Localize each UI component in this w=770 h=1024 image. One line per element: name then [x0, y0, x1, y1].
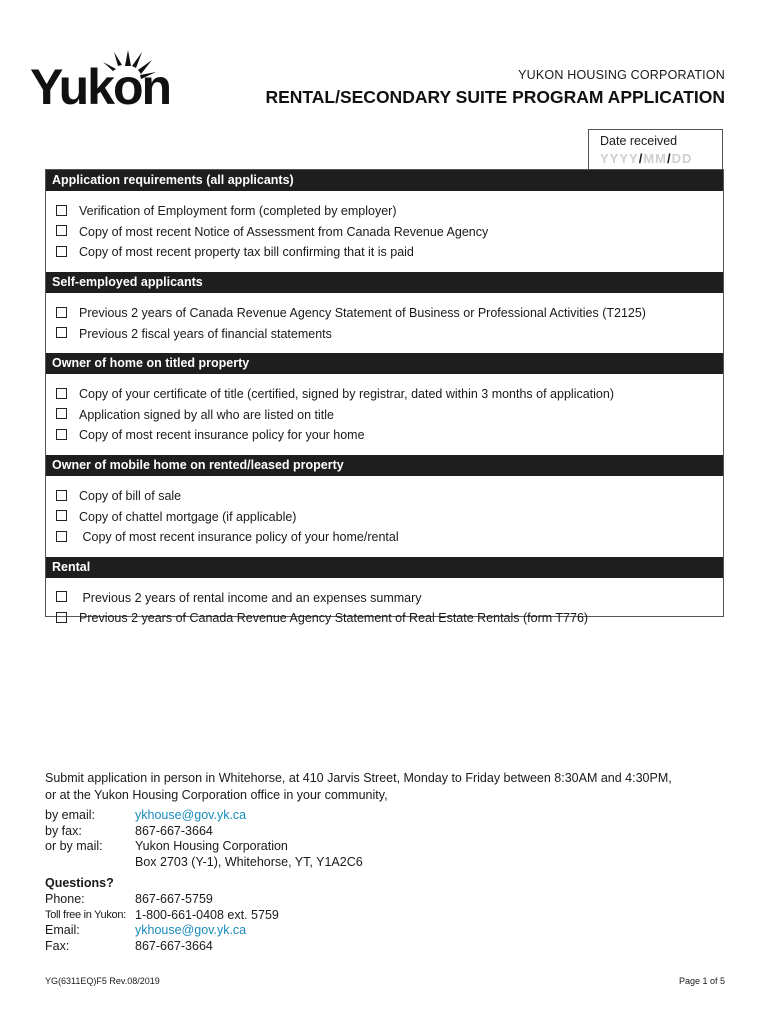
checkbox[interactable] — [56, 307, 67, 318]
checklist-item — [56, 608, 723, 629]
yukon-sun-logo-icon — [30, 44, 176, 110]
section-items-mobile-home — [46, 476, 723, 557]
submission-fax: 867-667-3664 — [135, 823, 213, 838]
section-header-titled-property: Owner of home on titled property — [46, 353, 723, 374]
checkbox[interactable] — [56, 510, 67, 521]
section-items-self-employed — [46, 293, 723, 353]
mail-address-line-1: Yukon Housing Corporation — [135, 839, 288, 854]
checkbox[interactable] — [56, 327, 67, 338]
questions-contacts — [45, 892, 445, 956]
questions-fax-label: Fax: — [45, 938, 70, 953]
questions-heading: Questions? — [45, 876, 114, 890]
checkbox[interactable] — [56, 408, 67, 419]
section-header-self-employed: Self-employed applicants — [46, 272, 723, 293]
tollfree-label: Toll free in Yukon: — [45, 909, 126, 921]
checkbox[interactable] — [56, 225, 67, 236]
checklist-item-label: Copy of most recent insurance policy of your home/rental — [79, 530, 399, 545]
phone-label: Phone: — [45, 892, 85, 906]
mail-address-line-2: Box 2703 (Y-1), Whitehorse, YT, Y1A2C6 — [135, 854, 363, 869]
questions-email-link[interactable]: ykhouse@gov.yk.ca — [135, 923, 247, 938]
mail-label: or by mail: — [45, 839, 103, 854]
questions-fax: 867-667-3664 — [135, 938, 213, 953]
date-month-placeholder: MM — [643, 151, 667, 166]
checklist-item — [56, 588, 723, 609]
date-year-placeholder: YYYY — [600, 151, 639, 166]
checklist-item-label: Application signed by all who are listed on title — [79, 407, 335, 422]
checklist-item — [56, 242, 723, 263]
checkbox[interactable] — [56, 429, 67, 440]
checklist-item — [56, 201, 723, 222]
requirements-checklist — [45, 169, 724, 626]
section-items-rental — [46, 578, 723, 638]
yukon-logo — [30, 44, 176, 110]
checklist-item — [56, 384, 723, 405]
page-title: RENTAL/SECONDARY SUITE PROGRAM APPLICATION — [265, 87, 725, 107]
checklist-item-label: Copy of chattel mortgage (if applicable) — [79, 509, 297, 524]
checklist-item-label: Previous 2 fiscal years of financial statements — [79, 326, 332, 341]
date-received-label: Date received — [600, 134, 678, 148]
checkbox[interactable] — [56, 490, 67, 501]
checkbox[interactable] — [56, 205, 67, 216]
date-format-placeholder: YYYY/MM/DD — [600, 151, 693, 166]
submission-contacts — [45, 808, 445, 868]
checklist-item — [56, 425, 723, 446]
questions-email-label: Email: — [45, 923, 80, 938]
checklist-item-label: Copy of most recent Notice of Assessment from Canada Revenue Agency — [79, 224, 489, 239]
submission-instructions — [45, 770, 672, 803]
checklist-item — [56, 405, 723, 426]
checklist-item — [56, 527, 723, 548]
questions-phone: 867-667-5759 — [135, 892, 213, 906]
checkbox[interactable] — [56, 246, 67, 257]
checkbox[interactable] — [56, 388, 67, 399]
checklist-item-label: Verification of Employment form (completed by employer) — [79, 204, 397, 219]
submission-email-link[interactable]: ykhouse@gov.yk.ca — [135, 808, 247, 822]
section-items-all-applicants — [46, 191, 723, 272]
checklist-item-label: Previous 2 years of Canada Revenue Agency Statement of Real Estate Rentals (form T776) — [79, 611, 589, 626]
svg-text:Yukon: Yukon — [30, 59, 171, 110]
organization-name: YUKON HOUSING CORPORATION — [518, 68, 725, 82]
checkbox[interactable] — [56, 591, 67, 602]
checklist-item — [56, 222, 723, 243]
date-day-placeholder: DD — [671, 151, 693, 166]
form-code: YG(6311EQ)F5 Rev.08/2019 — [45, 976, 160, 986]
submission-line-1: Submit application in person in Whitehorse, at 410 Jarvis Street, Monday to Friday between 8:30AM and 4:30PM, — [45, 771, 672, 785]
checkbox[interactable] — [56, 531, 67, 542]
section-header-mobile-home: Owner of mobile home on rented/leased property — [46, 455, 723, 476]
checklist-item-label: Copy of bill of sale — [79, 489, 182, 504]
submission-line-2: or at the Yukon Housing Corporation office in your community, — [45, 787, 388, 802]
checklist-item — [56, 506, 723, 527]
section-header-rental: Rental — [46, 557, 723, 578]
checklist-item — [56, 303, 723, 324]
checklist-item-label: Copy of most recent property tax bill confirming that it is paid — [79, 245, 414, 260]
checklist-item-label: Previous 2 years of rental income and an expenses summary — [79, 590, 422, 605]
date-received-field[interactable] — [588, 129, 723, 169]
fax-label: by fax: — [45, 823, 82, 838]
section-header-all-applicants: Application requirements (all applicants) — [46, 170, 723, 191]
checklist-item-label: Copy of your certificate of title (certified, signed by registrar, dated within 3 months of application) — [79, 387, 614, 402]
checklist-item-label: Previous 2 years of Canada Revenue Agency Statement of Business or Professional Activities (T2125) — [79, 306, 646, 321]
checklist-item — [56, 486, 723, 507]
questions-tollfree: 1-800-661-0408 ext. 5759 — [135, 907, 279, 922]
checkbox[interactable] — [56, 612, 67, 623]
section-items-titled-property — [46, 374, 723, 455]
email-label: by email: — [45, 808, 96, 822]
checklist-item — [56, 323, 723, 344]
page-number: Page 1 of 5 — [678, 976, 725, 986]
checklist-item-label: Copy of most recent insurance policy for your home — [79, 428, 365, 443]
